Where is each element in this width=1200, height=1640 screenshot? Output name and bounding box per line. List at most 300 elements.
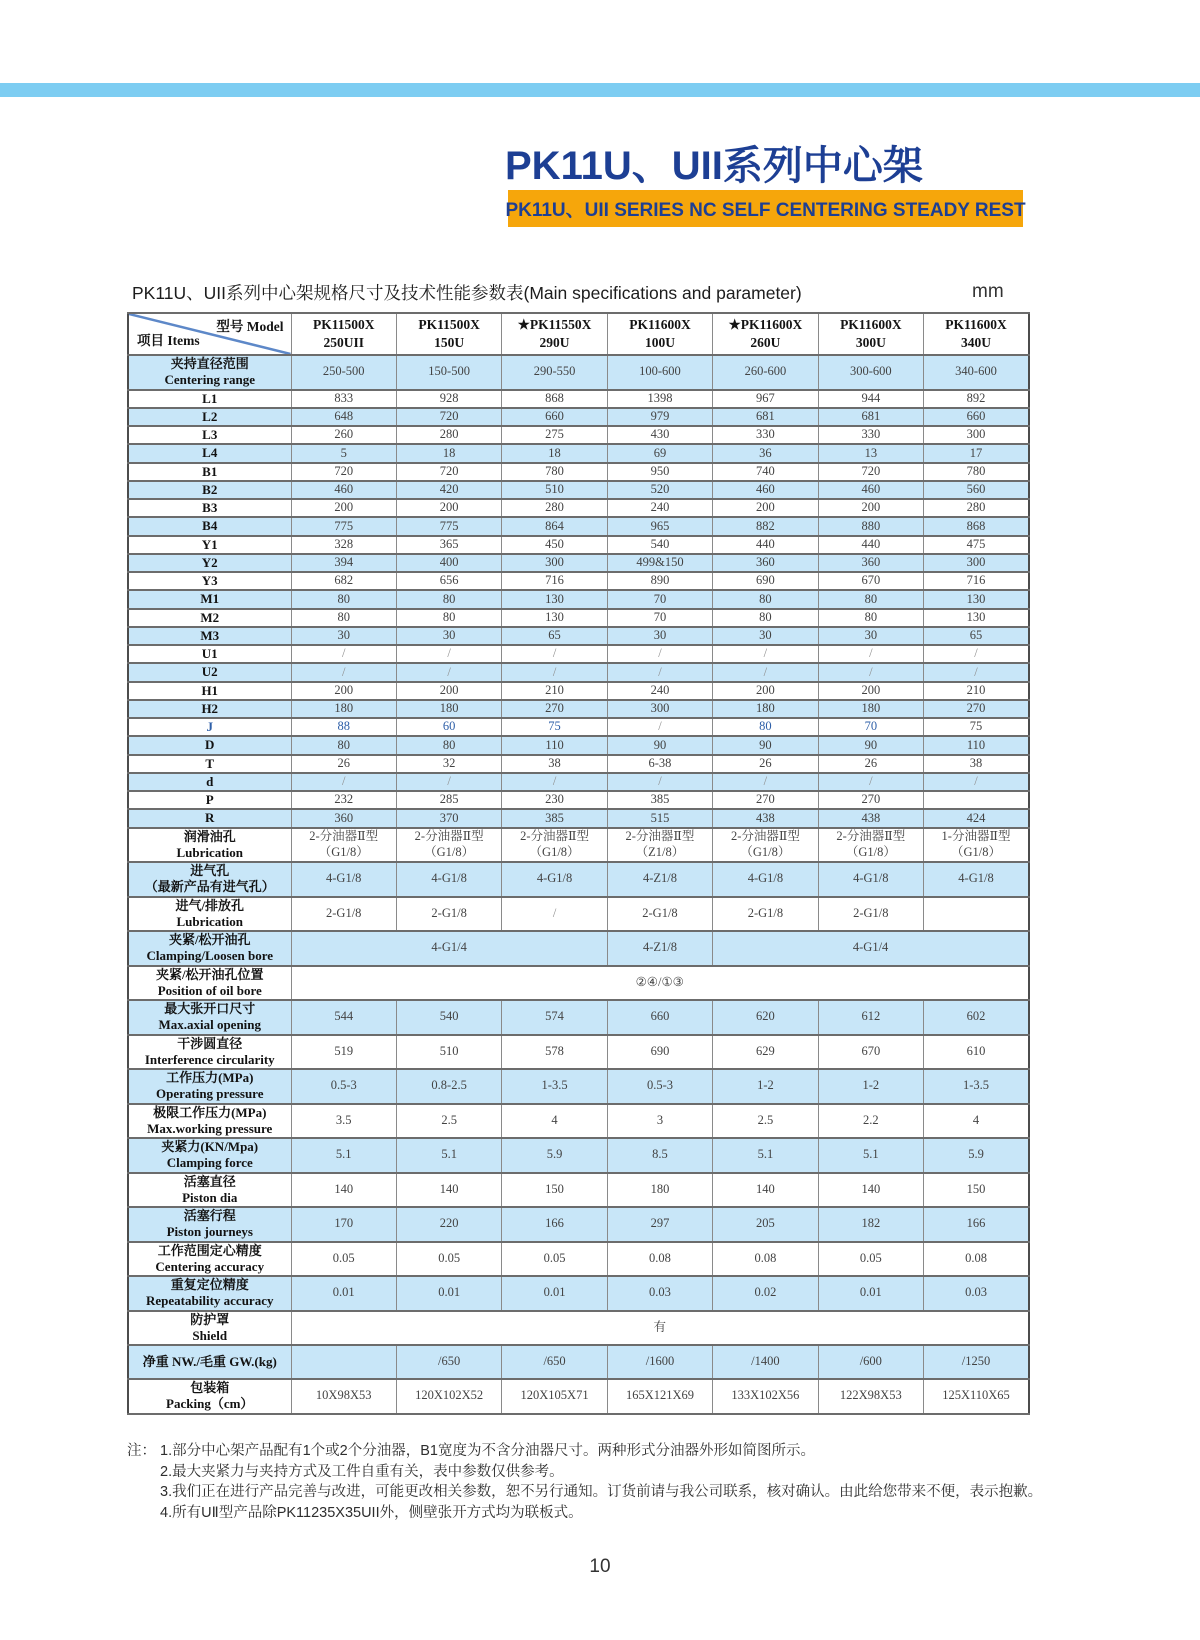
table-cell: 200 xyxy=(291,682,396,700)
table-cell: 370 xyxy=(396,809,501,827)
table-cell: / xyxy=(502,645,607,663)
table-cell: 270 xyxy=(818,791,923,809)
table-cell: /1400 xyxy=(713,1345,818,1379)
table-cell: 70 xyxy=(607,609,712,627)
table-cell: / xyxy=(607,645,712,663)
table-cell: 1-2 xyxy=(818,1069,923,1104)
table-cell: 880 xyxy=(818,517,923,535)
row-label: M2 xyxy=(128,609,291,627)
table-cell: 180 xyxy=(607,1173,712,1208)
table-cell: 515 xyxy=(607,809,712,827)
table-cell: / xyxy=(502,663,607,681)
table-row xyxy=(128,791,1029,809)
table-cell: 1-2 xyxy=(713,1069,818,1104)
table-cell: 2-分油器Ⅱ型 （G1/8） xyxy=(291,828,396,863)
column-header: PK11500X 250UII xyxy=(291,313,396,355)
page-title: PK11U、UII系列中心架 xyxy=(505,144,923,188)
table-cell: 120X105X71 xyxy=(502,1379,607,1414)
table-cell xyxy=(924,897,1029,932)
corner-items-label: 项目 Items xyxy=(137,332,200,348)
table-cell: 0.03 xyxy=(607,1276,712,1311)
row-label: 夹持直径范围 Centering range xyxy=(128,355,291,390)
table-caption: PK11U、UII系列中心架规格尺寸及技术性能参数表(Main specifications and parameter) xyxy=(132,283,802,303)
row-label: B3 xyxy=(128,499,291,517)
row-label: 夹紧力(KN/Mpa) Clamping force xyxy=(128,1138,291,1173)
table-cell: 300 xyxy=(924,554,1029,572)
table-cell: 290-550 xyxy=(502,355,607,390)
row-label: D xyxy=(128,736,291,754)
title-banner xyxy=(505,190,1026,227)
table-cell: 510 xyxy=(502,481,607,499)
table-cell: 400 xyxy=(396,554,501,572)
table-cell: 385 xyxy=(502,809,607,827)
table-cell: 140 xyxy=(291,1173,396,1208)
table-cell: /650 xyxy=(502,1345,607,1379)
table-cell: 80 xyxy=(291,736,396,754)
table-cell: 420 xyxy=(396,481,501,499)
table-cell: 681 xyxy=(818,408,923,426)
table-cell: 4-G1/4 xyxy=(291,931,607,966)
table-cell: 130 xyxy=(502,590,607,608)
table-cell: 0.03 xyxy=(924,1276,1029,1311)
table-cell: / xyxy=(713,645,818,663)
table-cell: 260 xyxy=(291,426,396,444)
table-cell: 610 xyxy=(924,1035,1029,1070)
table-cell: 5.1 xyxy=(713,1138,818,1173)
table-cell: 30 xyxy=(713,627,818,645)
table-row xyxy=(128,1311,1029,1346)
table-cell: 80 xyxy=(713,590,818,608)
table-cell: 424 xyxy=(924,809,1029,827)
table-cell: 80 xyxy=(396,736,501,754)
table-cell: / xyxy=(291,773,396,791)
table-cell: 520 xyxy=(607,481,712,499)
row-label: 最大张开口尺寸 Max.axial opening xyxy=(128,1000,291,1035)
row-label: 润滑油孔 Lubrication xyxy=(128,828,291,863)
table-cell: 180 xyxy=(818,700,923,718)
table-cell: 110 xyxy=(924,736,1029,754)
table-cell: 0.8-2.5 xyxy=(396,1069,501,1104)
table-cell: 38 xyxy=(924,755,1029,773)
table-cell: 0.01 xyxy=(818,1276,923,1311)
table-row xyxy=(128,897,1029,932)
table-cell: 130 xyxy=(502,609,607,627)
table-cell: 0.5-3 xyxy=(607,1069,712,1104)
table-cell: 620 xyxy=(713,1000,818,1035)
table-cell: 360 xyxy=(818,554,923,572)
table-cell: 670 xyxy=(818,572,923,590)
table-cell: 0.08 xyxy=(924,1242,1029,1277)
table-row xyxy=(128,736,1029,754)
table-cell: 280 xyxy=(502,499,607,517)
row-label: B4 xyxy=(128,517,291,535)
row-label: U2 xyxy=(128,663,291,681)
table-cell: 80 xyxy=(713,609,818,627)
table-cell: 1-分油器Ⅱ型 （G1/8） xyxy=(924,828,1029,863)
top-divider-bar xyxy=(0,83,1200,97)
table-cell: 280 xyxy=(924,499,1029,517)
table-cell: 230 xyxy=(502,791,607,809)
row-label: 活塞行程 Piston journeys xyxy=(128,1207,291,1242)
table-cell: 275 xyxy=(502,426,607,444)
row-label: J xyxy=(128,718,291,736)
table-cell: 330 xyxy=(818,426,923,444)
table-cell: 70 xyxy=(818,718,923,736)
table-cell: 297 xyxy=(607,1207,712,1242)
table-cell: 30 xyxy=(396,627,501,645)
table-cell: 210 xyxy=(502,682,607,700)
table-cell: 450 xyxy=(502,536,607,554)
row-label: L4 xyxy=(128,444,291,462)
row-label: Y3 xyxy=(128,572,291,590)
table-row xyxy=(128,463,1029,481)
table-cell: 30 xyxy=(607,627,712,645)
row-label: L1 xyxy=(128,390,291,408)
note-line: 3.我们正在进行产品完善与改进，可能更改相关参数，恕不另行通知。订货前请与我公司联系，核对确认。由此给您带来不便，表示抱歉。 xyxy=(160,1484,1043,1501)
table-row xyxy=(128,700,1029,718)
table-corner-cell xyxy=(128,313,291,355)
table-row xyxy=(128,1000,1029,1035)
table-cell: 30 xyxy=(818,627,923,645)
table-cell: 3 xyxy=(607,1104,712,1139)
table-row xyxy=(128,1173,1029,1208)
spec-table-container xyxy=(127,312,1030,1415)
table-cell: 612 xyxy=(818,1000,923,1035)
table-row xyxy=(128,536,1029,554)
table-cell: 0.02 xyxy=(713,1276,818,1311)
table-cell: 944 xyxy=(818,390,923,408)
table-cell: 2.5 xyxy=(396,1104,501,1139)
table-row xyxy=(128,645,1029,663)
table-cell: / xyxy=(713,663,818,681)
table-cell: 2-分油器Ⅱ型 （G1/8） xyxy=(818,828,923,863)
spec-table xyxy=(127,312,1030,1415)
table-cell: 30 xyxy=(291,627,396,645)
table-cell: 100-600 xyxy=(607,355,712,390)
table-cell: 775 xyxy=(396,517,501,535)
table-cell: / xyxy=(396,645,501,663)
table-cell: 780 xyxy=(502,463,607,481)
table-cell: 950 xyxy=(607,463,712,481)
table-cell: / xyxy=(291,663,396,681)
table-cell: 300 xyxy=(502,554,607,572)
table-cell: 2-G1/8 xyxy=(291,897,396,932)
table-cell: 2-G1/8 xyxy=(818,897,923,932)
row-label: 进气孔 （最新产品有进气孔） xyxy=(128,862,291,897)
row-label: Y1 xyxy=(128,536,291,554)
table-cell: 0.05 xyxy=(396,1242,501,1277)
table-cell: 438 xyxy=(713,809,818,827)
page-number: 10 xyxy=(589,1556,611,1577)
table-row xyxy=(128,390,1029,408)
notes-prefix: 注： xyxy=(127,1443,156,1459)
table-cell: 65 xyxy=(924,627,1029,645)
table-cell: 3.5 xyxy=(291,1104,396,1139)
table-cell: / xyxy=(291,645,396,663)
table-cell: 170 xyxy=(291,1207,396,1242)
table-cell: 2-分油器Ⅱ型 （Z1/8） xyxy=(607,828,712,863)
table-cell: 165X121X69 xyxy=(607,1379,712,1414)
table-cell: 0.01 xyxy=(291,1276,396,1311)
table-row xyxy=(128,682,1029,700)
table-cell: 499&150 xyxy=(607,554,712,572)
row-label: T xyxy=(128,755,291,773)
table-cell: / xyxy=(924,773,1029,791)
table-cell: 130 xyxy=(924,590,1029,608)
table-cell: 65 xyxy=(502,627,607,645)
table-cell: 4-G1/8 xyxy=(396,862,501,897)
table-cell: 882 xyxy=(713,517,818,535)
corner-model-label: 型号 Model xyxy=(216,319,284,334)
table-cell: 360 xyxy=(291,809,396,827)
table-cell: 475 xyxy=(924,536,1029,554)
table-cell: 340-600 xyxy=(924,355,1029,390)
row-label: L2 xyxy=(128,408,291,426)
table-cell: 660 xyxy=(502,408,607,426)
table-cell: 5.1 xyxy=(291,1138,396,1173)
table-cell: 17 xyxy=(924,444,1029,462)
row-label: H1 xyxy=(128,682,291,700)
table-cell: 4-G1/8 xyxy=(924,862,1029,897)
table-cell: 300 xyxy=(924,426,1029,444)
note-line: 4.所有UⅡ型产品除PK11235X35UII外，侧壁张开方式均为联板式。 xyxy=(160,1504,583,1521)
table-row xyxy=(128,444,1029,462)
table-cell: 75 xyxy=(502,718,607,736)
table-row xyxy=(128,809,1029,827)
row-label: 净重 NW./毛重 GW.(kg) xyxy=(128,1345,291,1379)
table-cell: 6-38 xyxy=(607,755,712,773)
row-label: 夹紧/松开油孔位置 Position of oil bore xyxy=(128,966,291,1001)
table-cell: 681 xyxy=(713,408,818,426)
row-label: L3 xyxy=(128,426,291,444)
table-cell: 660 xyxy=(607,1000,712,1035)
row-label: d xyxy=(128,773,291,791)
table-cell: 394 xyxy=(291,554,396,572)
table-cell: 69 xyxy=(607,444,712,462)
table-cell: 166 xyxy=(502,1207,607,1242)
table-cell: 720 xyxy=(818,463,923,481)
table-cell: / xyxy=(818,663,923,681)
table-cell: 690 xyxy=(713,572,818,590)
table-cell: 868 xyxy=(924,517,1029,535)
table-cell: 4-G1/8 xyxy=(713,862,818,897)
table-cell: 890 xyxy=(607,572,712,590)
table-cell: 80 xyxy=(818,609,923,627)
table-cell: 180 xyxy=(713,700,818,718)
table-cell: 80 xyxy=(818,590,923,608)
table-cell: 365 xyxy=(396,536,501,554)
table-cell: 140 xyxy=(713,1173,818,1208)
table-cell: 270 xyxy=(924,700,1029,718)
table-cell: 868 xyxy=(502,390,607,408)
table-cell: 240 xyxy=(607,499,712,517)
table-row xyxy=(128,627,1029,645)
table-row xyxy=(128,1035,1029,1070)
table-cell: 0.01 xyxy=(502,1276,607,1311)
table-cell: 88 xyxy=(291,718,396,736)
table-cell: 1-3.5 xyxy=(502,1069,607,1104)
table-row xyxy=(128,828,1029,863)
column-header: PK11500X 150U xyxy=(396,313,501,355)
table-cell: 660 xyxy=(924,408,1029,426)
table-cell: 670 xyxy=(818,1035,923,1070)
table-cell: 330 xyxy=(713,426,818,444)
table-header-row xyxy=(128,313,1029,355)
table-cell: /600 xyxy=(818,1345,923,1379)
table-row xyxy=(128,426,1029,444)
table-cell: 80 xyxy=(291,590,396,608)
table-cell: 270 xyxy=(502,700,607,718)
table-row xyxy=(128,590,1029,608)
table-cell: 200 xyxy=(291,499,396,517)
table-cell: 1398 xyxy=(607,390,712,408)
row-label: 进气/排放孔 Lubrication xyxy=(128,897,291,932)
table-cell: 125X110X65 xyxy=(924,1379,1029,1414)
table-cell: 80 xyxy=(713,718,818,736)
table-cell: 2-G1/8 xyxy=(396,897,501,932)
table-row xyxy=(128,481,1029,499)
table-cell: / xyxy=(713,773,818,791)
table-cell: 430 xyxy=(607,426,712,444)
table-cell: 2-分油器Ⅱ型 （G1/8） xyxy=(713,828,818,863)
table-cell: / xyxy=(924,663,1029,681)
table-row xyxy=(128,1379,1029,1414)
table-row xyxy=(128,1242,1029,1277)
table-row xyxy=(128,773,1029,791)
table-cell: 150 xyxy=(502,1173,607,1208)
table-cell: 5.1 xyxy=(396,1138,501,1173)
table-cell: 80 xyxy=(396,590,501,608)
table-cell: 4-G1/4 xyxy=(713,931,1029,966)
table-cell: 510 xyxy=(396,1035,501,1070)
table-cell: /650 xyxy=(396,1345,501,1379)
table-cell: 240 xyxy=(607,682,712,700)
table-cell: 90 xyxy=(818,736,923,754)
table-cell: 166 xyxy=(924,1207,1029,1242)
table-cell: 965 xyxy=(607,517,712,535)
table-row xyxy=(128,755,1029,773)
row-label: R xyxy=(128,809,291,827)
table-row xyxy=(128,1207,1029,1242)
table-cell: 716 xyxy=(502,572,607,590)
row-label: 重复定位精度 Repeatability accuracy xyxy=(128,1276,291,1311)
table-cell: 440 xyxy=(818,536,923,554)
table-cell: 有 xyxy=(291,1311,1029,1346)
table-cell: /1600 xyxy=(607,1345,712,1379)
table-cell: 75 xyxy=(924,718,1029,736)
column-header: ★PK11600X 260U xyxy=(713,313,818,355)
table-cell: 5.9 xyxy=(502,1138,607,1173)
table-cell: 38 xyxy=(502,755,607,773)
table-cell: 328 xyxy=(291,536,396,554)
table-cell: 70 xyxy=(607,590,712,608)
table-row xyxy=(128,718,1029,736)
table-cell: 80 xyxy=(291,609,396,627)
table-cell: / xyxy=(396,663,501,681)
table-row xyxy=(128,862,1029,897)
table-cell: 0.05 xyxy=(818,1242,923,1277)
table-cell: 18 xyxy=(396,444,501,462)
table-row xyxy=(128,663,1029,681)
table-cell: 0.08 xyxy=(607,1242,712,1277)
table-cell: 460 xyxy=(818,481,923,499)
table-cell: 720 xyxy=(396,408,501,426)
table-cell: 928 xyxy=(396,390,501,408)
column-header: ★PK11550X 290U xyxy=(502,313,607,355)
table-cell: / xyxy=(396,773,501,791)
table-cell: 438 xyxy=(818,809,923,827)
table-cell: 648 xyxy=(291,408,396,426)
table-cell: 2-分油器Ⅱ型 （G1/8） xyxy=(502,828,607,863)
table-cell: / xyxy=(607,663,712,681)
table-cell: 602 xyxy=(924,1000,1029,1035)
table-row xyxy=(128,966,1029,1001)
row-label: 夹紧/松开油孔 Clamping/Loosen bore xyxy=(128,931,291,966)
table-cell: 260-600 xyxy=(713,355,818,390)
table-cell: 360 xyxy=(713,554,818,572)
table-cell: 544 xyxy=(291,1000,396,1035)
table-cell: / xyxy=(607,718,712,736)
table-cell: 833 xyxy=(291,390,396,408)
table-cell: 205 xyxy=(713,1207,818,1242)
table-cell: 140 xyxy=(396,1173,501,1208)
table-cell: 60 xyxy=(396,718,501,736)
title-banner-text: PK11U、UII SERIES NC SELF CENTERING STEADY REST xyxy=(505,200,1026,221)
column-header: PK11600X 300U xyxy=(818,313,923,355)
table-cell: 892 xyxy=(924,390,1029,408)
table-cell: 280 xyxy=(396,426,501,444)
table-cell: 18 xyxy=(502,444,607,462)
table-cell: 385 xyxy=(607,791,712,809)
table-row xyxy=(128,609,1029,627)
row-label: 极限工作压力(MPa) Max.working pressure xyxy=(128,1104,291,1139)
table-cell: 10X98X53 xyxy=(291,1379,396,1414)
table-cell: 110 xyxy=(502,736,607,754)
table-cell: 1-3.5 xyxy=(924,1069,1029,1104)
table-row xyxy=(128,408,1029,426)
table-cell: 200 xyxy=(818,682,923,700)
table-cell: 4 xyxy=(502,1104,607,1139)
table-cell: 578 xyxy=(502,1035,607,1070)
table-row xyxy=(128,554,1029,572)
table-cell: 180 xyxy=(291,700,396,718)
table-cell: 80 xyxy=(396,609,501,627)
table-cell: 460 xyxy=(713,481,818,499)
row-label: M1 xyxy=(128,590,291,608)
table-cell: 220 xyxy=(396,1207,501,1242)
row-label: P xyxy=(128,791,291,809)
table-cell: 540 xyxy=(607,536,712,554)
table-row xyxy=(128,355,1029,390)
table-cell: 4-G1/8 xyxy=(502,862,607,897)
table-cell: 4-G1/8 xyxy=(291,862,396,897)
table-cell: 574 xyxy=(502,1000,607,1035)
table-cell: 560 xyxy=(924,481,1029,499)
table-cell: 270 xyxy=(713,791,818,809)
table-cell: 2-G1/8 xyxy=(607,897,712,932)
table-cell: 682 xyxy=(291,572,396,590)
table-cell: 122X98X53 xyxy=(818,1379,923,1414)
table-cell: 26 xyxy=(818,755,923,773)
row-label: 防护罩 Shield xyxy=(128,1311,291,1346)
table-cell: 133X102X56 xyxy=(713,1379,818,1414)
table-cell: 2.2 xyxy=(818,1104,923,1139)
column-header: PK11600X 340U xyxy=(924,313,1029,355)
row-label: 工作范围定心精度 Centering accuracy xyxy=(128,1242,291,1277)
table-row xyxy=(128,499,1029,517)
table-cell: / xyxy=(818,645,923,663)
row-label: Y2 xyxy=(128,554,291,572)
